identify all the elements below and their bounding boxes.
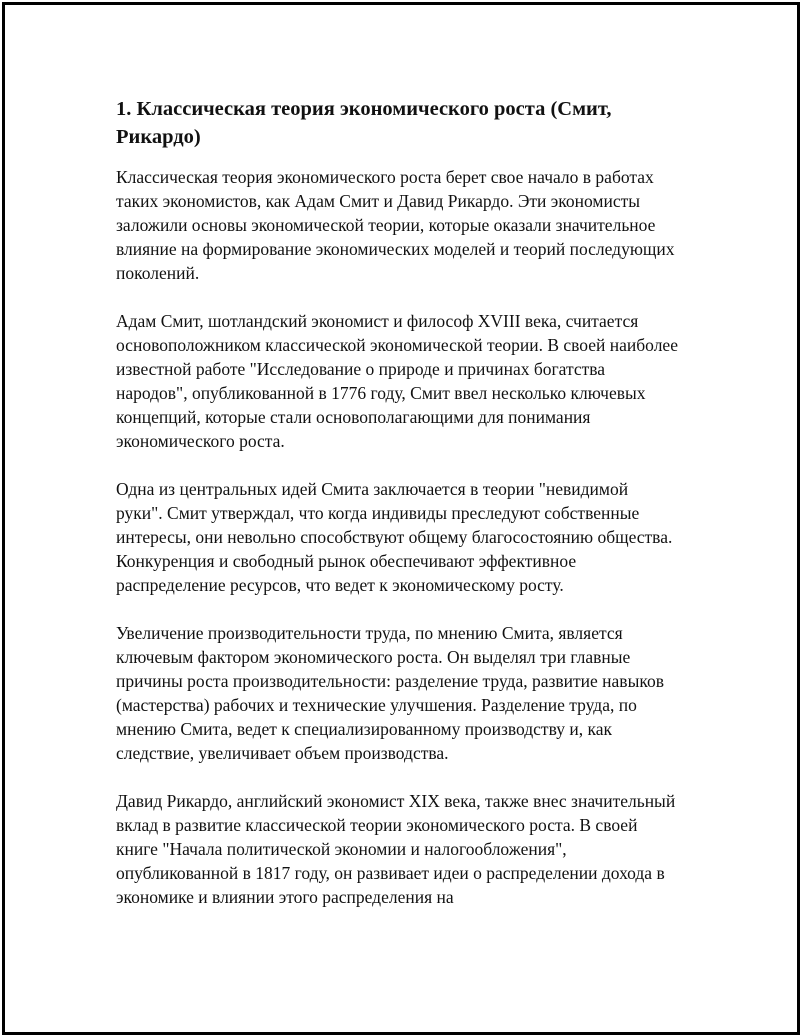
paragraph-ricardo: Давид Рикардо, английский экономист XIX века, также внес значительный вклад в развитие классической теории экономического роста. В своей книге "Начала политической экономии и налогообложения", опубликованной в 1817 году, он развивает идеи о распределении дохода в экономике и влиянии этого распределения на [116, 791, 676, 907]
paragraph-adam-smith: Адам Смит, шотландский экономист и философ XVIII века, считается основоположником классической экономической теории. В своей наиболее известной работе "Исследование о природе и причинах богатства народов", опубликованной в 1776 году, Смит ввел несколько ключевых концепций, которые стали основополагающими для понимания экономического роста. [116, 311, 678, 451]
document-title: 1. Классическая теория экономического роста (Смит, Рикардо) [116, 98, 612, 148]
paragraph-intro: Классическая теория экономического роста берет свое начало в работах таких экономистов, как Адам Смит и Давид Рикардо. Эти экономисты заложили основы экономической теории, которые оказали значительное влияние на формирование экономических моделей и теорий последующих поколений. [116, 167, 675, 283]
paragraph-invisible-hand: Одна из центральных идей Смита заключается в теории "невидимой руки". Смит утверждал, что когда индивиды преследуют собственные интересы, они невольно способствуют общему благосостоянию общества. Конкуренция и свободный рынок обеспечивают эффективное распределение ресурсов, что ведет к экономическому росту. [116, 479, 673, 595]
document-body [116, 95, 678, 933]
paragraph-labor-productivity: Увеличение производительности труда, по мнению Смита, является ключевым фактором экономического роста. Он выделял три главные причины роста производительности: разделение труда, развитие навыков (мастерства) рабочих и технические улучшения. Разделение труда, по мнению Смита, ведет к специализированному производству и, как следствие, увеличивает объем производства. [116, 623, 664, 763]
